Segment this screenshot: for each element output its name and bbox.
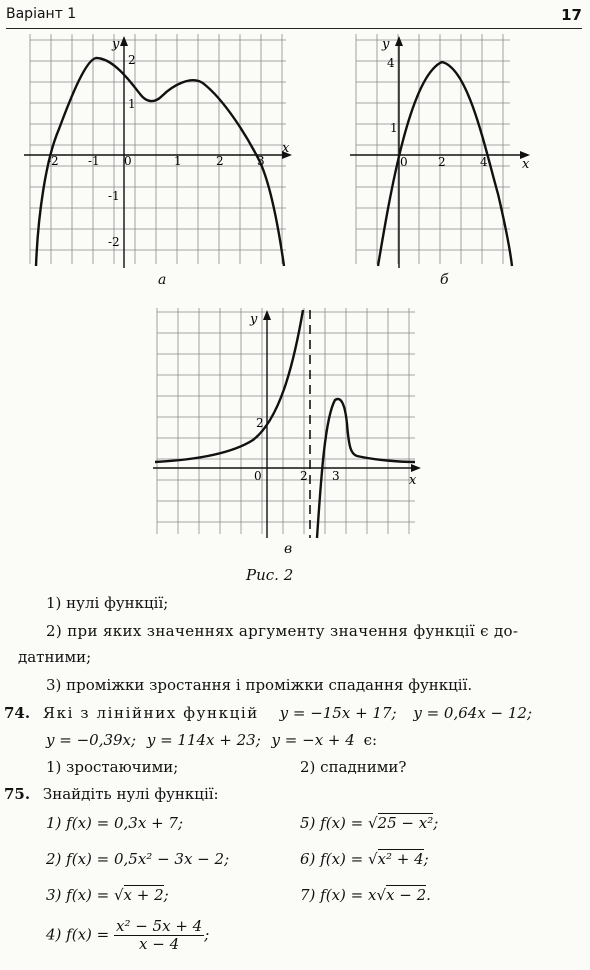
function-7: 7) f(x) = x√x − 2. — [300, 886, 431, 904]
task-74-f5: y = −x + 4 — [271, 731, 355, 749]
function-5: 5) f(x) = √25 − x²; — [300, 814, 439, 832]
task-75-text: Знайдіть нулі функції: — [42, 785, 219, 803]
function-3: 3) f(x) = √x + 2; — [46, 886, 169, 904]
tick-x-2: 2 — [438, 155, 446, 169]
tick-x-neg1: -1 — [88, 154, 100, 168]
page-number: 17 — [561, 6, 582, 24]
variant-label: Варіант 1 — [6, 6, 77, 22]
question-2-line2: датними; — [18, 648, 92, 666]
y-axis-label: y — [250, 312, 258, 327]
task-74-f3: y = −0,39x; — [46, 731, 137, 749]
tick-y-2: 2 — [128, 53, 136, 67]
function-4: 4) f(x) = $\frac{\text{x² − 5x + 4}}{x - 4}$ ; — [46, 917, 210, 953]
tick-x-0: 0 — [400, 155, 408, 169]
graph-a — [24, 34, 304, 270]
graph-v — [153, 308, 429, 540]
task-74-number: 74. — [4, 704, 31, 722]
task-74-text: Які з лінійних функцій — [42, 704, 259, 722]
tick-x-neg2: -2 — [47, 154, 59, 168]
tick-y-1: 1 — [128, 97, 136, 111]
page-header — [6, 6, 582, 29]
tick-x-2: 2 — [216, 154, 224, 168]
tick-x-2: 2 — [300, 469, 308, 483]
tick-x-3: 3 — [257, 154, 265, 168]
fraction: $\frac{\text{x² − 5x + 4}}{x - 4}$ — [115, 917, 203, 953]
task-74-suffix: є: — [363, 731, 378, 749]
function-2: 2) f(x) = 0,5x² − 3x − 2; — [46, 850, 230, 868]
tick-y-neg2: -2 — [108, 235, 120, 249]
task-74-f2: y = 0,64x − 12; — [413, 704, 533, 722]
caption-b: б — [440, 272, 449, 288]
graph-b — [350, 34, 540, 270]
y-axis-label: y — [112, 37, 120, 52]
caption-a: а — [158, 272, 167, 288]
task-74-option-1: 1) зростаючими; — [46, 758, 179, 776]
x-axis-label: x — [282, 141, 290, 156]
caption-v: в — [284, 541, 293, 557]
function-1: 1) f(x) = 0,3x + 7; — [46, 814, 183, 832]
task-74-f1: y = −15x + 17; — [279, 704, 397, 722]
x-axis-label: x — [522, 157, 530, 172]
figure-caption: Рис. 2 — [246, 566, 294, 584]
task-74-option-2: 2) спадними? — [300, 758, 407, 776]
question-1: 1) нулі функції; — [46, 594, 169, 612]
sqrt-icon: √ — [376, 886, 387, 904]
tick-y-2: 2 — [256, 416, 264, 430]
task-75-number: 75. — [4, 785, 31, 803]
y-axis-label: y — [382, 37, 390, 52]
sqrt-icon: √ — [367, 814, 378, 832]
sqrt-icon: √ — [367, 850, 378, 868]
tick-x-4: 4 — [480, 155, 488, 169]
tick-y-neg1: -1 — [108, 189, 120, 203]
tick-y-4: 4 — [387, 56, 395, 70]
x-axis-label: x — [409, 473, 417, 488]
tick-x-0: 0 — [254, 469, 262, 483]
function-6: 6) f(x) = √x² + 4; — [300, 850, 429, 868]
tick-y-1: 1 — [390, 121, 398, 135]
sqrt-icon: √ — [113, 886, 124, 904]
tick-x-3: 3 — [332, 469, 340, 483]
question-2-line1: 2) при яких значеннях аргументу значення функції є до- — [46, 622, 519, 640]
task-74-f4: y = 114x + 23; — [146, 731, 261, 749]
tick-x-1: 1 — [174, 154, 182, 168]
tick-x-0: 0 — [124, 154, 132, 168]
question-3: 3) проміжки зростання і проміжки спадання функції. — [46, 676, 473, 694]
